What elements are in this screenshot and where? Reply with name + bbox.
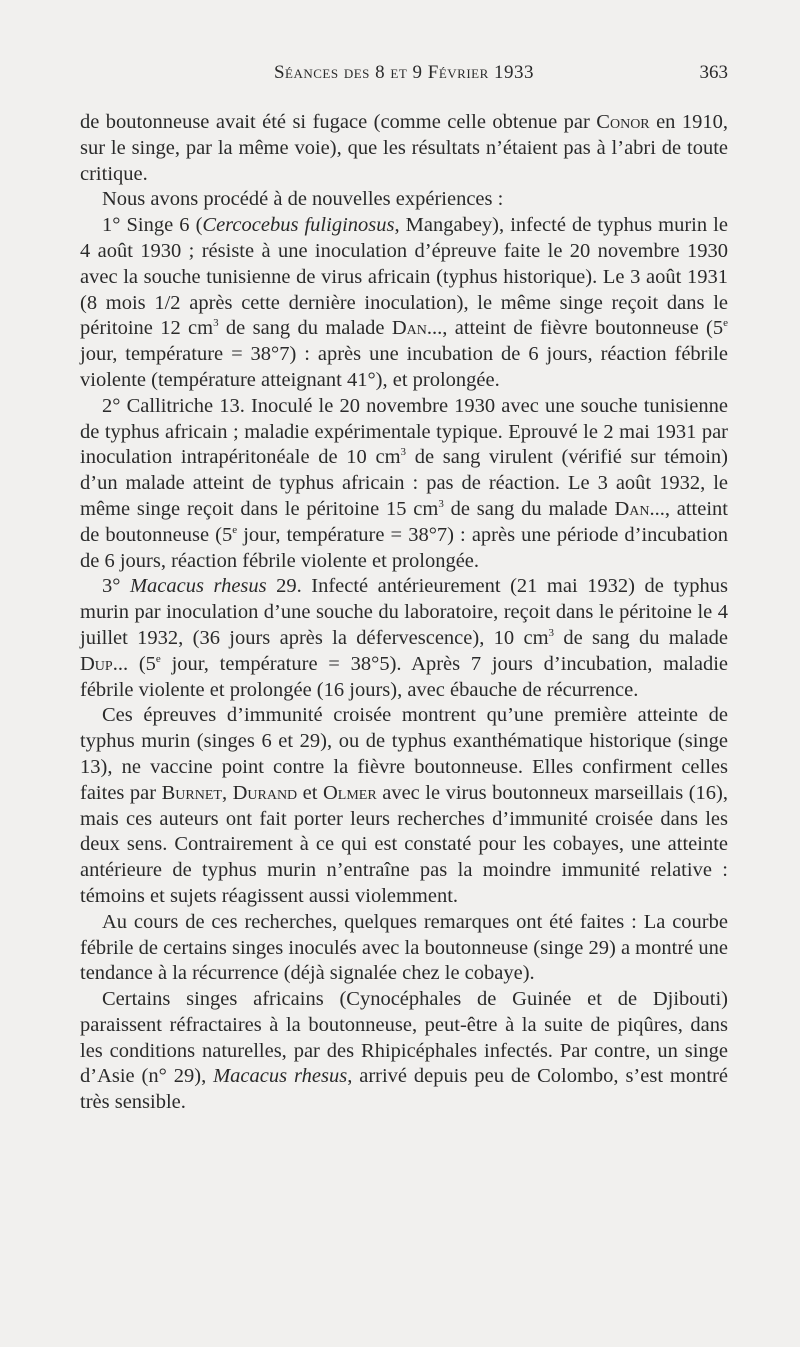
- author-name: Durand: [232, 781, 298, 804]
- italic-text: Macacus rhesus: [213, 1065, 348, 1088]
- text-run: , Mangabey), infecté de typhus murin le 4 août 1930 ; résiste à une inoculation d’épreuve faite le 20 novembre 1930 avec la souche tunisienne de virus africain (typhus historique). Le 3 août 1931 (8 mois 1/2 après cette dernière inoculation), le même singe reçoit dans le péritoine 12 cm: [80, 214, 728, 340]
- paragraph: [80, 910, 728, 987]
- text-run: Certains singes africains (Cynocéphales de Guinée et de Djibouti) paraissent réfractaires à la boutonneuse, peut-être à la suite de piqûres, dans les conditions naturelles, par des Rhipicéphales infectés. Par contre, un singe d’Asie (n° 29),: [80, 988, 728, 1088]
- page-number: 363: [699, 62, 728, 83]
- text-run: 1° Singe 6 (: [102, 214, 203, 237]
- running-head: [80, 62, 728, 92]
- text-run: ... (5: [112, 652, 156, 675]
- text-run: Ces épreuves d’immunité croisée montrent qu’une première atteinte de typhus murin (singes 6 et 29), ou de typhus exanthématique historique (singe 13), ne vaccine point contre la fièvre boutonneuse. Elles confirment celles faites par: [80, 704, 728, 804]
- superscript: e: [723, 317, 729, 330]
- text-run: Au cours de ces recherches, quelques remarques ont été faites : La courbe fébrile de certains singes inoculés avec la boutonneuse (singe 29) a montré une tendance à la récurrence (déjà signalée chez le cobaye).: [80, 910, 728, 985]
- paragraph: [80, 213, 728, 394]
- body-text: [80, 110, 728, 1116]
- text-run: de sang du malade: [443, 497, 615, 520]
- author-name: Olmer: [323, 781, 377, 804]
- author-name: Conor: [596, 111, 650, 133]
- text-run: en 1910, sur le singe, par la même voie), que les résultats n’étaient pas à l’abri de toute critique.: [80, 111, 728, 185]
- superscript: 3: [548, 627, 555, 640]
- superscript: 3: [438, 498, 444, 511]
- superscript: 3: [213, 317, 219, 330]
- text-run: 2° Callitriche 13. Inoculé le 20 novembre 1930 avec une souche tunisienne de typhus africain ; maladie expérimentale typique. Eprouvé le 2 mai 1931 par inoculation intrapéritonéale de 10 cm: [80, 394, 728, 469]
- text-run: jour, température = 38°7) : après une incubation de 6 jours, réaction fébrile violente (température atteignant 41°), et prolongée.: [80, 343, 728, 391]
- text-run: et: [297, 781, 323, 804]
- text-run: , arrivé depuis peu de Colombo, s’est montré très sensible.: [80, 1065, 728, 1114]
- paragraph: [80, 987, 728, 1116]
- text-run: de sang virulent (vérifié sur témoin) d’un malade atteint de typhus africain : pas de réaction. Le 3 août 1932, le même singe reçoit dans le péritoine 15 cm: [80, 446, 729, 520]
- running-title: Séances des 8 et 9 Février 1933: [273, 62, 535, 83]
- paragraph: [80, 394, 728, 575]
- paragraph: [80, 703, 728, 909]
- text-run: ..., atteint de fièvre boutonneuse (5: [426, 317, 724, 340]
- text-run: 29. Infecté antérieurement (21 mai 1932) de typhus murin par inoculation d’une souche du laboratoire, reçoit dans le péritoine le 4 juillet 1932, (36 jours après la défervescence), 10 cm: [80, 575, 728, 649]
- author-name: Burnet: [161, 781, 222, 804]
- text-run: de boutonneuse avait été si fugace (comme celle obtenue par: [80, 111, 597, 133]
- text-run: avec le virus boutonneux marseillais (16), mais ces auteurs ont fait porter leurs recherches d’immunité croisée dans les deux sens. Contrairement à ce qui est constaté pour les cobayes, une atteinte antérieure de typhus murin n’entraîne pas la moindre immunité relative : témoins et sujets réagissent aussi violemment.: [80, 781, 728, 907]
- text-run: de sang du malade: [218, 317, 392, 340]
- superscript: e: [232, 523, 238, 536]
- text-run: jour, température = 38°5). Après 7 jours d’incubation, maladie fébrile violente et prolongée (16 jours), avec ébauche de récurrence.: [80, 652, 729, 701]
- paragraph: [80, 574, 728, 703]
- superscript: e: [155, 652, 161, 665]
- author-name: Dan: [391, 317, 427, 340]
- text-run: jour, température = 38°7) : après une période d’incubation de 6 jours, réaction fébrile violente et prolongée.: [80, 523, 729, 572]
- paragraph: [80, 187, 728, 213]
- text-run: 3°: [102, 575, 130, 598]
- text-run: ,: [221, 781, 233, 804]
- text-run: Nous avons procédé à de nouvelles expériences :: [102, 188, 504, 211]
- italic-text: Macacus rhesus: [129, 575, 267, 598]
- author-name: Dup: [80, 652, 113, 675]
- author-name: Dan: [614, 497, 650, 520]
- paragraph: [80, 110, 728, 187]
- text-run: de sang du malade: [554, 626, 728, 649]
- italic-text: Cercocebus fuliginosus: [202, 214, 395, 237]
- text-run: ..., atteint de boutonneuse (5: [80, 497, 728, 546]
- superscript: 3: [400, 446, 407, 459]
